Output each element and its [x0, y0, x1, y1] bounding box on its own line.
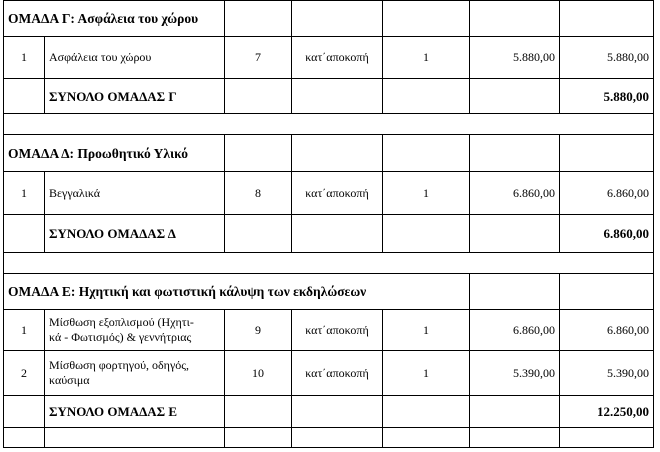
row-number: 1 [4, 37, 45, 79]
row-number: 2 [4, 351, 45, 396]
row-number: 1 [4, 172, 45, 215]
row-unit: κατ΄αποκοπή [292, 172, 383, 215]
table-row [4, 310, 654, 351]
table-row [4, 37, 654, 79]
row-unit-price: 6.860,00 [470, 310, 560, 351]
group-total-label: ΣΥΝΟΛΟ ΟΜΑΔΑΣ Ε [45, 396, 225, 428]
group-total-value: 6.860,00 [560, 215, 654, 253]
row-total: 5.390,00 [560, 351, 654, 396]
budget-table [3, 0, 654, 448]
group-total-row [4, 215, 654, 253]
row-description-line: καύσιμα [49, 373, 90, 387]
row-quantity: 1 [383, 37, 470, 79]
spacer-row [4, 428, 654, 448]
group-total-row [4, 79, 654, 114]
row-total: 5.880,00 [560, 37, 654, 79]
row-code: 7 [225, 37, 292, 79]
row-description: Βεγγαλικά [45, 172, 225, 215]
group-header-row [4, 274, 654, 310]
table-row [4, 172, 654, 215]
row-total: 6.860,00 [560, 172, 654, 215]
row-quantity: 1 [383, 351, 470, 396]
row-quantity: 1 [383, 172, 470, 215]
row-number: 1 [4, 310, 45, 351]
row-total: 6.860,00 [560, 310, 654, 351]
group-title: ΟΜΑΔΑ Γ: Ασφάλεια του χώρου [4, 1, 225, 37]
group-total-value: 12.250,00 [560, 396, 654, 428]
row-unit-price: 5.390,00 [470, 351, 560, 396]
row-unit: κατ΄αποκοπή [292, 310, 383, 351]
row-description [45, 310, 225, 351]
row-description: Ασφάλεια του χώρου [45, 37, 225, 79]
table-row [4, 351, 654, 396]
spacer-row [4, 114, 654, 135]
group-header-row [4, 1, 654, 37]
row-unit: κατ΄αποκοπή [292, 37, 383, 79]
row-code: 8 [225, 172, 292, 215]
group-total-row [4, 396, 654, 428]
group-title: ΟΜΑΔΑ Δ: Προωθητικό Υλικό [4, 135, 225, 172]
row-description-line: Μίσθωση φορτηγού, οδηγός, [49, 358, 189, 372]
row-description-line: κά - Φωτισμός) & γεννήτριας [49, 330, 192, 344]
row-unit: κατ΄αποκοπή [292, 351, 383, 396]
group-title: ΟΜΑΔΑ Ε: Ηχητική και φωτιστική κάλυψη των εκδηλώσεων [4, 274, 470, 310]
row-description-line: Μίσθωση εξοπλισμού (Ηχητι- [49, 315, 194, 329]
row-quantity: 1 [383, 310, 470, 351]
row-unit-price: 6.860,00 [470, 172, 560, 215]
row-code: 9 [225, 310, 292, 351]
row-unit-price: 5.880,00 [470, 37, 560, 79]
group-total-label: ΣΥΝΟΛΟ ΟΜΑΔΑΣ Γ [45, 79, 225, 114]
row-description [45, 351, 225, 396]
group-total-value: 5.880,00 [560, 79, 654, 114]
spacer-row [4, 253, 654, 274]
row-code: 10 [225, 351, 292, 396]
group-total-label: ΣΥΝΟΛΟ ΟΜΑΔΑΣ Δ [45, 215, 225, 253]
group-header-row [4, 135, 654, 172]
